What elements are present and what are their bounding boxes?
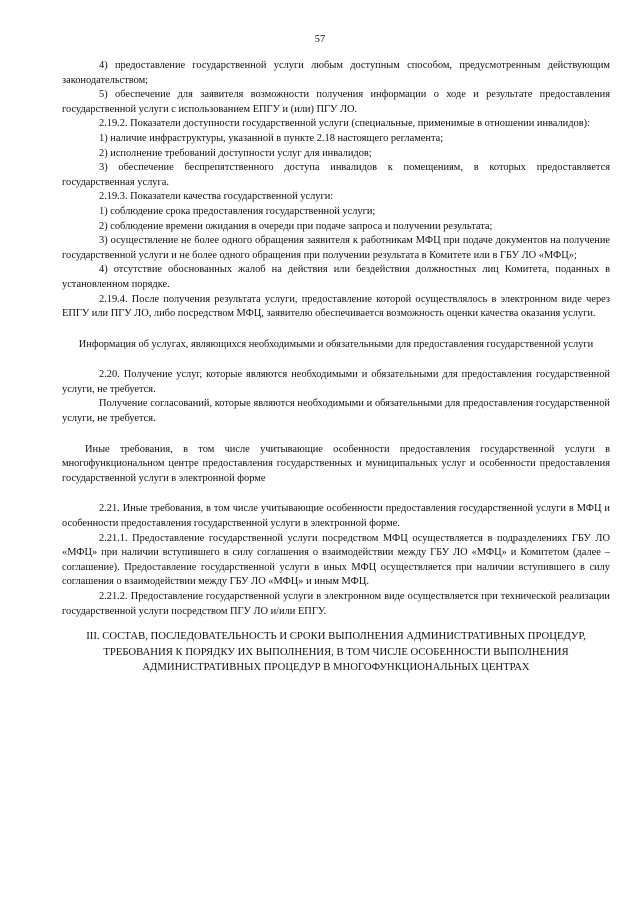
paragraph: 2.21. Иные требования, в том числе учитывающие особенности предоставления государственной услуги в МФЦ и особенности предоставления государственной услуги в электронной форме.	[62, 503, 610, 530]
paragraph: Получение согласований, которые являются необходимыми и обязательными для предоставления государственной услуги, не требуется.	[62, 398, 610, 425]
paragraph: 2.21.2. Предоставление государственной услуги в электронном виде осуществляется при технической реализации государственной услуги посредством ПГУ ЛО и/или ЕПГУ.	[62, 591, 610, 617]
paragraph: 3) осуществление не более одного обращения заявителя к работникам МФЦ при подаче документов на получение государственной услуги и не более одного обращения при получении результата в Комитете или в ГБУ ЛО «МФЦ»;	[62, 235, 610, 261]
paragraph: 4) отсутствие обоснованных жалоб на действия или бездействия должностных лиц Комитета, поданных в установленном порядке.	[62, 264, 610, 290]
paragraph: 2) исполнение требований доступности услуг для инвалидов;	[99, 147, 372, 159]
paragraph: 2.21.1. Предоставление государственной услуги посредством МФЦ осуществляется в подразделениях ГБУ ЛО «МФЦ» при наличии вступившего в силу соглашения о взаимодействии между ГБУ ЛО «МФЦ» и Комитетом (далее – соглашение). Предоставление государственной услуги в иных МФЦ осуществляется при наличии вступившего в силу соглашения о взаимодействии между ГБУ ЛО «МФЦ» и иным МФЦ.	[62, 532, 610, 588]
paragraph: 5) обеспечение для заявителя возможности получения информации о ходе и результате предоставления государственной услуги с использованием ЕПГУ и (или) ПГУ ЛО.	[62, 89, 610, 115]
paragraph: 2.19.3. Показатели качества государственной услуги:	[99, 191, 334, 203]
page-number: 57	[314, 34, 326, 45]
paragraph: 4) предоставление государственной услуги любым доступным способом, предусмотренным действующим законодательством;	[62, 60, 610, 86]
paragraph: 2.19.4. После получения результата услуги, предоставление которой осуществлялось в электронном виде через ЕПГУ или ПГУ ЛО, либо посредством МФЦ, заявителю обеспечивается возможность оценки качества оказания услуги.	[62, 293, 610, 320]
paragraph: 3) обеспечение беспрепятственного доступа инвалидов к помещениям, в которых предоставляется государственная услуга.	[62, 162, 610, 188]
paragraph: 2) соблюдение времени ожидания в очереди при подаче запроса и получении результата;	[99, 220, 493, 232]
paragraph: 1) соблюдение срока предоставления государственной услуги;	[99, 205, 376, 217]
section-heading: Информация об услугах, являющихся необходимыми и обязательными для предоставления государственной услуги	[78, 338, 594, 350]
page-body	[62, 59, 610, 676]
paragraph: 1) наличие инфраструктуры, указанной в пункте 2.18 настоящего регламента;	[99, 132, 444, 144]
chapter-title: III. СОСТАВ, ПОСЛЕДОВАТЕЛЬНОСТЬ И СРОКИ ВЫПОЛНЕНИЯ АДМИНИСТРАТИВНЫХ ПРОЦЕДУР, ТРЕБОВАНИЯ К ПОРЯДКУ ИХ ВЫПОЛНЕНИЯ, В ТОМ ЧИСЛЕ ОСОБЕННОСТИ ВЫПОЛНЕНИЯ АДМИНИСТРАТИВНЫХ ПРОЦЕДУР В МНОГОФУНКЦИОНАЛЬНЫХ ЦЕНТРАХ	[86, 630, 586, 674]
paragraph: 2.20. Получение услуг, которые являются необходимыми и обязательными для предоставления государственной услуги, не требуется.	[62, 369, 610, 395]
section-heading: Иные требования, в том числе учитывающие особенности предоставления государственной услуги в многофункциональном центре предоставления государственных и муниципальных услуг и особенности предоставления государственной услуги в электронной форме	[62, 443, 610, 484]
paragraph: 2.19.2. Показатели доступности государственной услуги (специальные, применимые в отношении инвалидов):	[99, 118, 590, 130]
